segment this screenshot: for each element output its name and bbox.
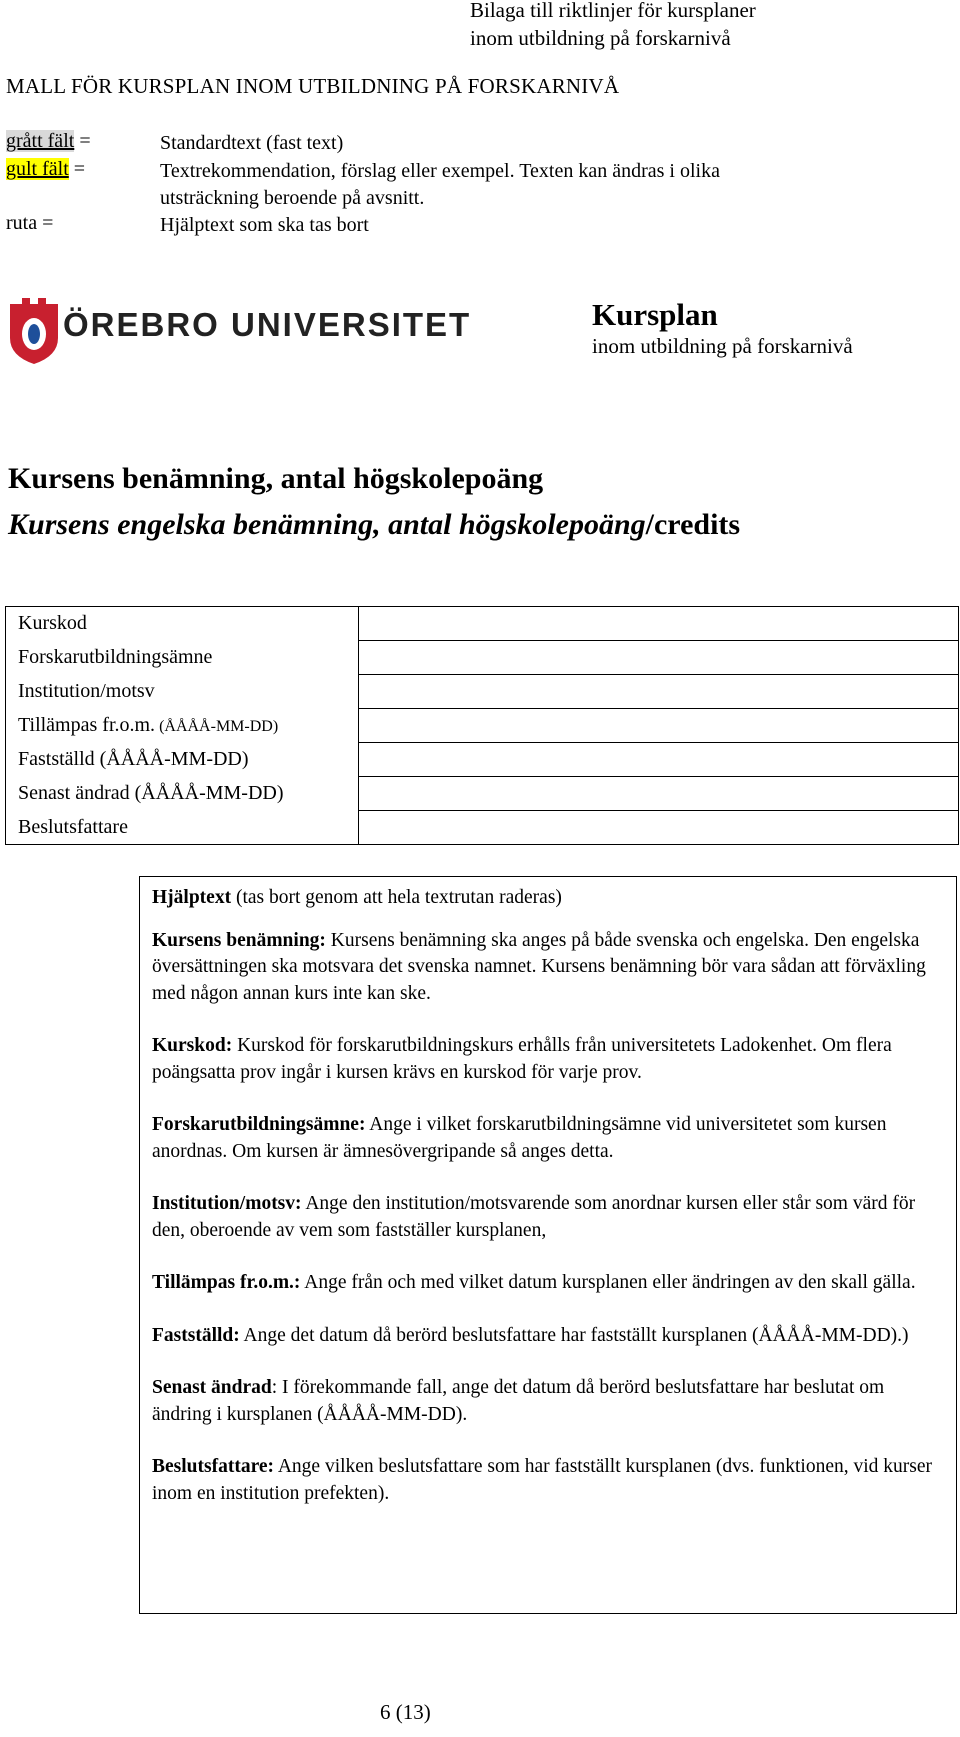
help-item: Forskarutbildningsämne: Ange i vilket forskarutbildningsämne vid universitetet som kursen anordnas. Om kursen är ämnesövergripande så anges detta. (152, 1114, 887, 1162)
help-text-box (139, 876, 957, 1614)
logo-wordmark: ÖREBRO UNIVERSITET (63, 306, 472, 343)
kursplan-title: Kursplan (592, 297, 718, 332)
help-item: Fastställd: Ange det datum då berörd beslutsfattare har fastställt kursplanen (ÅÅÅÅ-MM-DD).) (152, 1324, 909, 1346)
legend-yellow-key: gult fält = (6, 158, 86, 180)
table-row (6, 709, 959, 743)
row-label-course-code: Kurskod (6, 607, 359, 641)
page-number: 6 (13) (380, 1700, 431, 1724)
help-item: Kursens benämning: Kursens benämning ska anges på både svenska och engelska. Den engelska översättningen ska motsvara det svenska namnet. Kursens benämning bör vara sådan att förväxling med någon annan kurs inte kan ske. (152, 929, 926, 1004)
row-label-institution: Institution/motsv (6, 675, 359, 709)
help-intro: Hjälptext (tas bort genom att hela textrutan raderas) (152, 887, 562, 908)
document-title: MALL FÖR KURSPLAN INOM UTBILDNING PÅ FORSKARNIVÅ (6, 74, 620, 98)
course-english-name: Kursens engelska benämning, antal högskolepoäng/credits (8, 508, 741, 541)
legend-yellow-text: Textrekommendation, förslag eller exempel. Texten kan ändras i olika utsträckning beroende på avsnitt. (160, 160, 720, 209)
university-seal-icon (8, 298, 60, 364)
table-row (6, 743, 959, 777)
row-value-cell[interactable] (359, 777, 959, 811)
course-name: Kursens benämning, antal högskolepoäng (8, 462, 544, 495)
kursplan-heading (592, 298, 853, 360)
course-info-table (5, 606, 959, 845)
help-item: Senast ändrad: I förekommande fall, ange det datum då berörd beslutsfattare har beslutat om ändring i kursplanen (ÅÅÅÅ-MM-DD). (152, 1377, 885, 1425)
row-value-cell[interactable] (359, 641, 959, 675)
legend-grey-key: grått fält = (6, 130, 91, 152)
row-value-cell[interactable] (359, 675, 959, 709)
legend-box-text: Hjälptext som ska tas bort (160, 214, 369, 236)
table-row (6, 641, 959, 675)
row-label-last-changed: Senast ändrad (ÅÅÅÅ-MM-DD) (6, 777, 359, 811)
row-label-decision-maker: Beslutsfattare (6, 811, 359, 845)
table-row (6, 675, 959, 709)
table-row (6, 777, 959, 811)
row-value-cell[interactable] (359, 811, 959, 845)
help-item: Beslutsfattare: Ange vilken beslutsfattare som har fastställt kursplanen (dvs. funktionen, vid kurser inom en institution prefekten). (152, 1456, 933, 1504)
row-value-cell[interactable] (359, 607, 959, 641)
row-value-cell[interactable] (359, 743, 959, 777)
attachment-line-1: Bilaga till riktlinjer för kursplaner (470, 0, 756, 22)
row-label-established: Fastställd (ÅÅÅÅ-MM-DD) (6, 743, 359, 777)
attachment-line-2: inom utbildning på forskarnivå (470, 26, 731, 50)
row-value-cell[interactable] (359, 709, 959, 743)
attachment-header (470, 0, 756, 52)
table-row (6, 811, 959, 845)
legend-box-key: ruta = (6, 212, 54, 234)
help-item: Kurskod: Kurskod för forskarutbildningskurs erhålls från universitetets Ladokenhet. Om flera poängsatta prov ingår i kursen krävs en kurskod för varje prov. (152, 1035, 892, 1083)
help-item: Tillämpas fr.o.m.: Ange från och med vilket datum kursplanen eller ändringen av den skall gälla. (152, 1272, 916, 1293)
table-row (6, 607, 959, 641)
legend-grey-text: Standardtext (fast text) (160, 132, 344, 154)
kursplan-subtitle: inom utbildning på forskarnivå (592, 334, 853, 358)
row-label-valid-from: Tillämpas fr.o.m. (ÅÅÅÅ-MM-DD) (6, 709, 359, 743)
row-label-subject: Forskarutbildningsämne (6, 641, 359, 675)
orebro-university-logo (8, 298, 472, 364)
help-item: Institution/motsv: Ange den institution/motsvarende som anordnar kursen eller står som värd för den, oberoende av vem som fastställer kursplanen, (152, 1193, 916, 1241)
